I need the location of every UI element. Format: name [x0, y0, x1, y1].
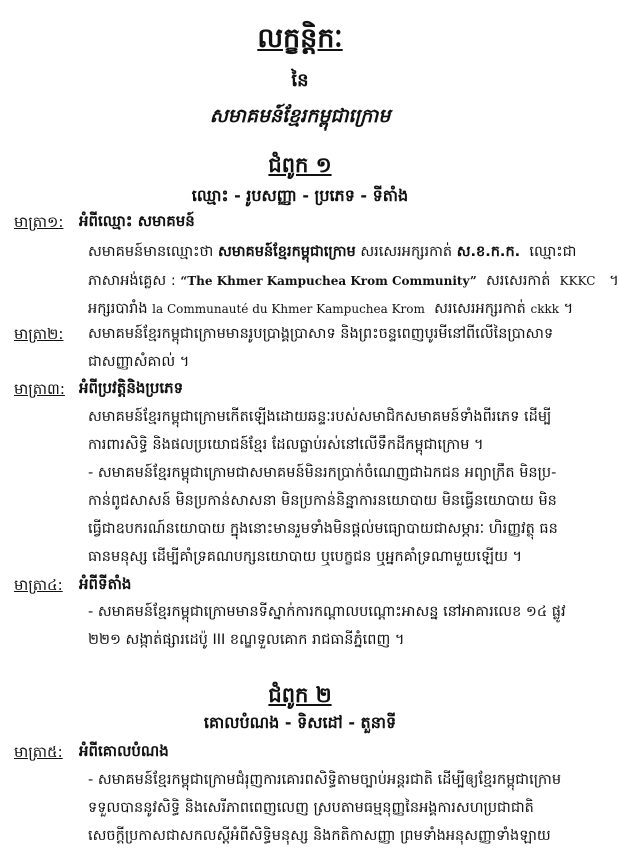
article-3-heading: អំពីប្រវត្តិនិងប្រភេទ	[79, 379, 184, 397]
abbreviation-french: ckkk	[530, 302, 560, 316]
article-1-heading: អំពីឈ្មោះ សមាគមន៍	[79, 212, 195, 230]
text-segment: ។	[563, 301, 574, 317]
article-2-line-1: សមាគមន៍ខ្មែរកម្ពុជាក្រោមមានរូបប្រាង្គប្រាសាទ និងព្រះចន្ទពេញបូរមីនៅពីលើនៃប្រាសាទ	[88, 326, 554, 342]
abbreviation-english: KKKC	[559, 274, 596, 288]
article-3-line-3: - សមាគមន៍ខ្មែរកម្ពុជាក្រោមជាសមាគមន៍មិនរកប្រាក់ចំណេញជាឯកជន អព្យាក្រឹត មិនប្រ-	[88, 465, 557, 481]
article-3-line-1: សមាគមន៍ខ្មែរកម្ពុជាក្រោមកើតឡើងដោយឆន្ទៈរបស់សមាជិកសមាគមន៍ទាំងពីរភេទ ដើម្បី	[88, 409, 552, 425]
text-segment: សមាគមន៍មានឈ្មោះថា	[88, 244, 214, 260]
article-2-line-2: ជាសញ្ញាសំគាល់ ។	[88, 354, 190, 370]
article-5-line-2: ទទួលបាននូវសិទ្ធិ និងសេរីភាពពេញលេញ ស្របតាមធម្មនុញ្ញនៃអង្គការសហប្រជាជាតិ	[88, 800, 534, 816]
text-segment: អក្សរបារាំង	[88, 301, 148, 317]
article-4-line-2: ២២១ សង្កាត់ផ្សារដេប៉ូ III ខណ្ឌទួលគោក រាជធានីភ្នំពេញ ។	[88, 632, 405, 648]
organization-name-inline: សមាគមន៍ខ្មែរកម្ពុជាក្រោម	[217, 244, 356, 260]
article-4-label: មាត្រា៤:	[14, 576, 63, 594]
article-5-line-1: - សមាគមន៍ខ្មែរកម្ពុជាក្រោមជំរុញការគោរពសិទ្ធិតាមច្បាប់អន្តរជាតិ ដើម្បីឲ្យខ្មែរកម្ពុជាក្រោម	[88, 772, 562, 788]
article-3-line-4: កាន់ពូជសាសន៍ មិនប្រកាន់សាសនា មិនប្រកាន់និន្នាការនយោបាយ មិនធ្វើនយោបាយ មិន	[88, 493, 557, 509]
french-name: la Communauté du Khmer Kampuchea Krom	[152, 302, 425, 316]
abbreviation-khmer: ស.ខ.ក.ក.	[456, 244, 521, 260]
article-4-heading: អំពីទីតាំង	[79, 575, 132, 593]
article-3-line-5: ធ្វើជាឧបករណ៍នយោបាយ ក្នុងនោះមានរួមទាំងមិនផ្តល់មធ្យោបាយជាសម្ភារៈ ហិរញ្ញវត្ថុ ធន	[88, 521, 558, 537]
text-segment: ។	[609, 273, 619, 289]
chapter-1-name: ឈ្មោះ ‑ រូបសញ្ញា ‑ ប្រភេទ ‑ ទីតាំង	[191, 186, 409, 205]
article-5-line-3: សេចក្តីប្រកាសជាសកលស្តីអំពីសិទ្ធិមនុស្ស និងកតិកាសញ្ញា ព្រមទាំងអនុសញ្ញាទាំងឡាយ	[88, 828, 551, 844]
article-1-line-1	[88, 243, 588, 264]
article-2-label: មាត្រា២:	[14, 325, 64, 343]
article-5-label: មាត្រា៥:	[14, 743, 63, 761]
text-segment: សរសេរអក្សរកាត់	[434, 301, 526, 317]
chapter-1-number: ជំពូក ១	[268, 153, 332, 177]
text-segment: ភាសាអង់គ្លេស :	[88, 273, 176, 289]
document-title-of: នៃ	[291, 70, 309, 91]
chapter-2-name: គោលបំណង ‑ ទិសដៅ ‑ តួនាទី	[203, 713, 397, 732]
english-name: “The Khmer Kampuchea Krom Community”	[180, 274, 477, 288]
text-segment: សរសេរកាត់	[486, 273, 551, 289]
article-5-heading: អំពីគោលបំណង	[79, 742, 169, 760]
text-segment: ឈ្មោះជា	[529, 244, 577, 260]
organization-name: សមាគមន៍ខ្មែរកម្ពុជាក្រោម	[209, 105, 391, 127]
article-1-line-3	[88, 300, 588, 321]
article-1-line-2	[88, 272, 619, 293]
chapter-2-number: ជំពូក ២	[268, 683, 332, 707]
text-segment: សរសេរអក្សរកាត់	[360, 244, 453, 260]
article-3-line-2: ការពារសិទ្ធិ និងផលប្រយោជន៍ខ្មែរ ដែលធ្លាប់រស់នៅលើទឹកដីកម្ពុជាក្រោម ។	[88, 437, 484, 453]
article-3-label: មាត្រា៣:	[14, 380, 65, 398]
article-4-line-1: - សមាគមន៍ខ្មែរកម្ពុជាក្រោមមានទីស្នាក់ការកណ្តាលបណ្តោះអាសន្ន នៅអាគារលេខ ១៤ ផ្លូវ	[88, 604, 566, 620]
document-title: លក្ខន្តិកៈ	[257, 23, 343, 54]
article-3-line-6: ធានមនុស្ស ដើម្បីគាំទ្រគណបក្សនយោបាយ ឬបេក្ខជន ឬអ្នកគាំទ្រណាមួយឡើយ ។	[88, 549, 523, 565]
article-1-label: មាត្រា១:	[14, 213, 64, 231]
